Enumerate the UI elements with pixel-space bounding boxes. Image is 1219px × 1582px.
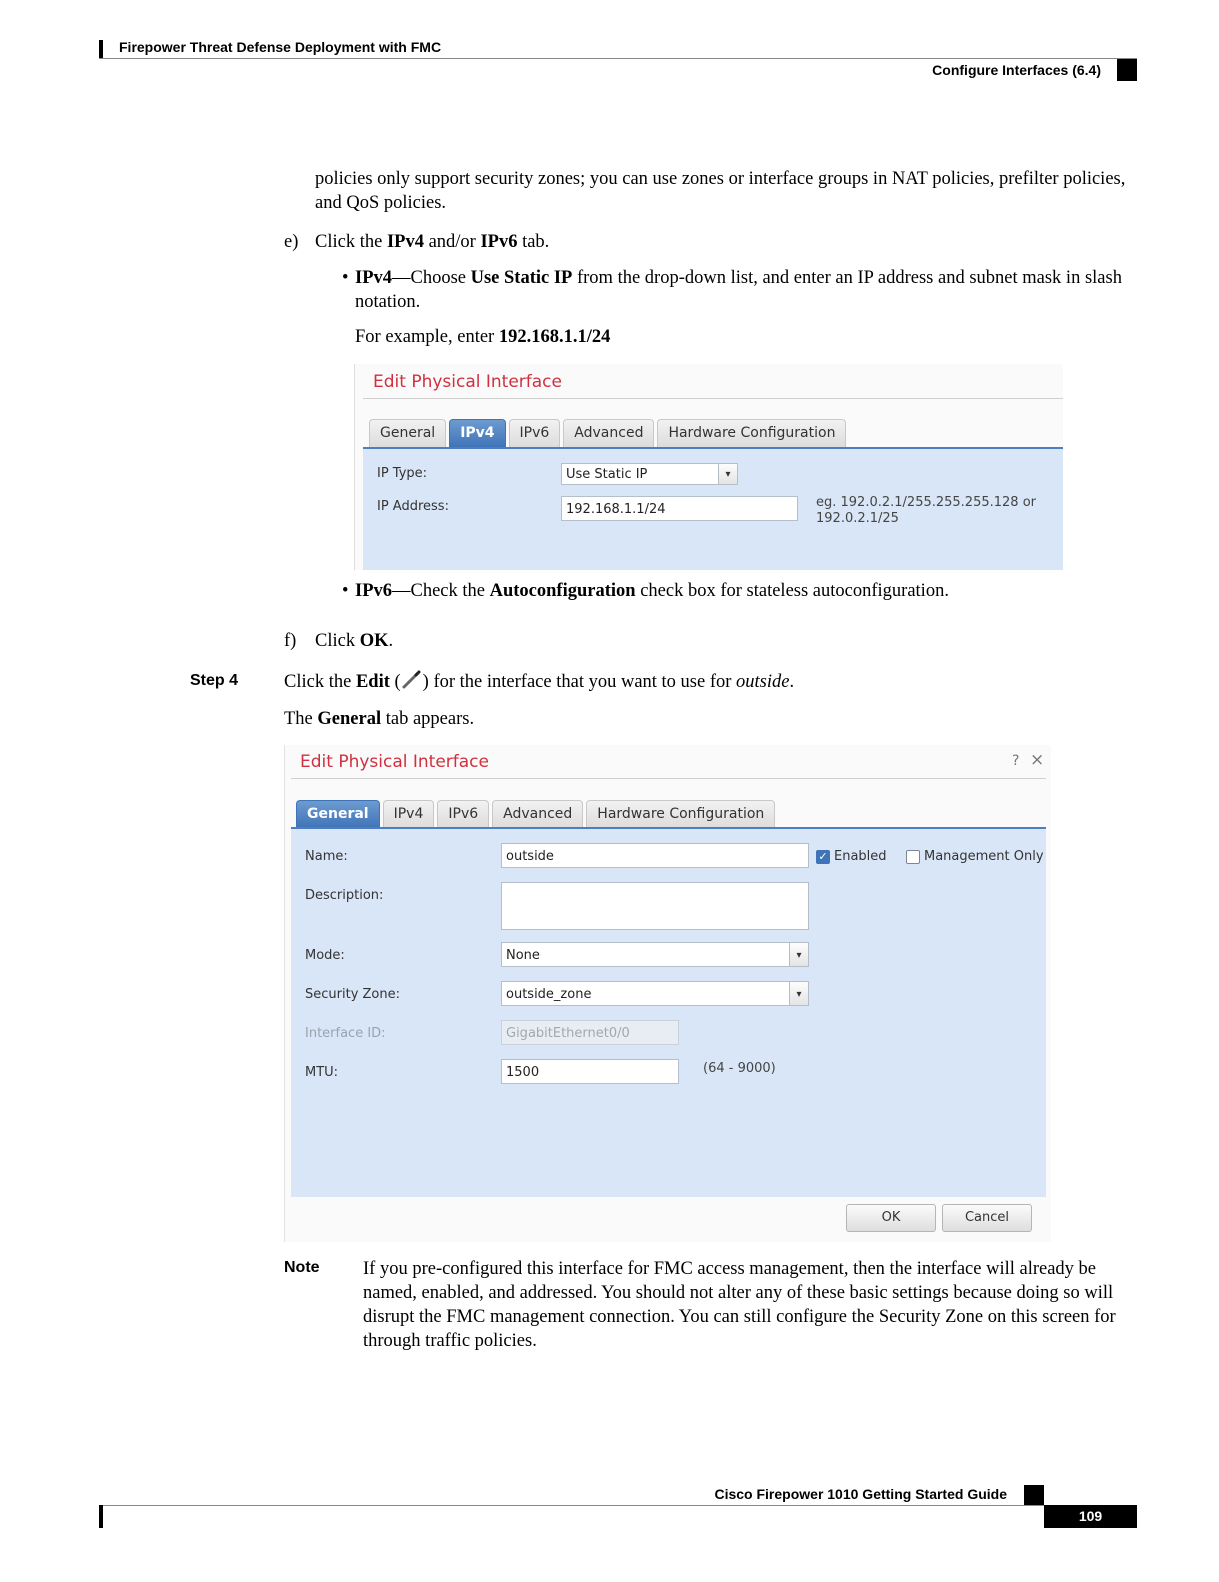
step-e-mid: and/or <box>423 232 481 252</box>
general-tab-text <box>284 707 474 731</box>
step4-post: . <box>789 672 795 692</box>
bullet-ipv4-bold2: Use Static IP <box>470 268 573 288</box>
dialog-ipv4-title: Edit Physical Interface <box>373 372 562 392</box>
step-f-label: f) <box>284 631 297 651</box>
hint-line1: eg. 192.0.2.1/255.255.255.128 or <box>816 495 1036 510</box>
hint-line2: 192.0.2.1/25 <box>816 511 899 526</box>
tab-ipv6[interactable]: IPv6 <box>509 419 561 447</box>
note-text: If you pre-configured this interface for FMC access management, then the interface will already be named, enabled, and addressed. You should not alter any of these basic settings because doing so will disrupt the FMC management connection. You can still configure the Security Zone on this screen for through traffic policies. <box>363 1259 1116 1351</box>
ok-button[interactable]: OK <box>846 1204 936 1232</box>
bullet-ipv4-text <box>355 266 1140 314</box>
step-e-ipv4: IPv4 <box>386 232 424 252</box>
tab-ipv4[interactable]: IPv4 <box>449 419 505 447</box>
dialog-general-screenshot <box>284 745 1051 1242</box>
tab-ipv6[interactable]: IPv6 <box>437 800 489 828</box>
step-f-pre: Click <box>315 631 360 651</box>
footer-right-block <box>1024 1485 1044 1505</box>
step4-label: Step 4 <box>190 672 239 689</box>
chevron-down-icon[interactable]: ▾ <box>789 982 808 1005</box>
name-input[interactable]: outside <box>501 843 809 868</box>
description-textarea[interactable] <box>501 882 809 930</box>
note-label: Note <box>284 1259 320 1276</box>
security-zone-select[interactable] <box>501 981 809 1006</box>
header-book-title: Firepower Threat Defense Deployment with FMC <box>119 39 442 55</box>
bullet-ipv6-bold2: Autoconfiguration <box>489 581 636 601</box>
ip-type-value: Use Static IP <box>566 467 648 482</box>
security-zone-label: Security Zone: <box>305 987 400 1002</box>
tab-general[interactable]: General <box>369 419 446 447</box>
dialog-general-panel <box>291 827 1046 1197</box>
name-label: Name: <box>305 849 348 864</box>
tab-hardware-configuration[interactable]: Hardware Configuration <box>586 800 775 828</box>
general-pre: The <box>284 709 318 729</box>
ip-type-select[interactable] <box>561 463 738 485</box>
step-e-label: e) <box>284 232 299 252</box>
bullet-ipv6-text <box>355 579 1140 603</box>
header-left-bar <box>99 40 103 58</box>
example-pre: For example, enter <box>355 327 499 347</box>
description-label: Description: <box>305 888 384 903</box>
interface-id-input: GigabitEthernet0/0 <box>501 1020 679 1045</box>
example-text <box>355 325 610 349</box>
example-value: 192.168.1.1/24 <box>498 327 611 347</box>
mtu-range-hint: (64 - 9000) <box>703 1061 776 1076</box>
step-f-post: . <box>388 631 394 651</box>
bullet-ipv4-t2: from the drop-down list, and enter an IP address and subnet mask in slash notation. <box>355 268 1122 312</box>
tab-hardware-configuration[interactable]: Hardware Configuration <box>657 419 846 447</box>
tab-ipv4[interactable]: IPv4 <box>383 800 435 828</box>
step4-mid: for the interface that you want to use for <box>428 672 737 692</box>
bullet-ipv6-t2: check box for stateless autoconfiguration. <box>635 581 949 601</box>
close-icon[interactable]: × <box>1030 750 1045 770</box>
step-f-text <box>315 629 393 653</box>
header-section-title: Configure Interfaces (6.4) <box>932 62 1101 78</box>
cancel-button[interactable]: Cancel <box>942 1204 1032 1232</box>
mode-value: None <box>506 948 540 963</box>
footer-left-bar <box>99 1505 103 1528</box>
bullet-ipv4-t1: —Choose <box>392 268 471 288</box>
bullet-ipv4-bold: IPv4 <box>355 268 392 288</box>
ip-address-hint <box>816 495 1036 527</box>
header-right-block <box>1117 59 1137 81</box>
mode-select[interactable] <box>501 942 809 967</box>
interface-id-label: Interface ID: <box>305 1026 386 1041</box>
step-f-ok: OK <box>359 631 389 651</box>
header-rule <box>99 58 1137 59</box>
management-only-label: Management Only <box>924 849 1044 864</box>
footer-guide-title: Cisco Firepower 1010 Getting Started Guide <box>714 1486 1007 1502</box>
footer-rule <box>99 1505 1137 1506</box>
tab-general[interactable]: General <box>296 800 380 828</box>
mtu-label: MTU: <box>305 1065 339 1080</box>
step-e-ipv6: IPv6 <box>480 232 518 252</box>
step-e-pre: Click the <box>315 232 387 252</box>
chevron-down-icon[interactable]: ▾ <box>789 943 808 966</box>
dialog-ipv4-screenshot <box>354 364 1063 570</box>
security-zone-value: outside_zone <box>506 987 592 1002</box>
enabled-checkbox[interactable]: ✓ <box>816 850 830 864</box>
dialog-ipv4-title-rule <box>363 398 1063 399</box>
ip-type-label: IP Type: <box>377 466 428 481</box>
bullet-ipv6-bold: IPv6 <box>355 581 392 601</box>
dialog-general-title: Edit Physical Interface <box>300 752 489 772</box>
step4-text: Click the Edit ( ) for the interface that you want to use for outside. <box>284 672 795 692</box>
dialog-ipv4-tabs <box>369 419 846 447</box>
chevron-down-icon[interactable]: ▾ <box>718 464 737 484</box>
step4-outside: outside <box>736 672 790 692</box>
enabled-label: Enabled <box>834 849 887 864</box>
dialog-ipv4-panel <box>363 447 1063 570</box>
mtu-input[interactable]: 1500 <box>501 1059 679 1084</box>
page-number: 109 <box>1078 1508 1103 1524</box>
paragraph-zones: policies only support security zones; you can use zones or interface groups in NAT policies, prefilter policies, and QoS policies. <box>315 169 1126 213</box>
pencil-icon <box>401 670 423 690</box>
mode-label: Mode: <box>305 948 345 963</box>
bullet-ipv4-marker: • <box>342 268 349 288</box>
general-bold: General <box>317 709 382 729</box>
bullet-ipv6-marker: • <box>342 581 349 601</box>
step4-edit: Edit <box>355 672 390 692</box>
management-only-checkbox[interactable] <box>906 850 920 864</box>
step-e-text <box>315 230 549 254</box>
step4-pre: Click the <box>284 672 356 692</box>
dialog-general-tabs <box>296 800 775 828</box>
bullet-ipv6-t1: —Check the <box>392 581 490 601</box>
tab-advanced[interactable]: Advanced <box>563 419 654 447</box>
dialog-general-title-rule <box>291 778 1046 779</box>
tab-advanced[interactable]: Advanced <box>492 800 583 828</box>
general-post: tab appears. <box>381 709 475 729</box>
help-icon[interactable]: ? <box>1012 753 1020 769</box>
ip-address-input[interactable]: 192.168.1.1/24 <box>561 496 798 521</box>
step-e-post: tab. <box>517 232 550 252</box>
ip-address-label: IP Address: <box>377 499 449 514</box>
